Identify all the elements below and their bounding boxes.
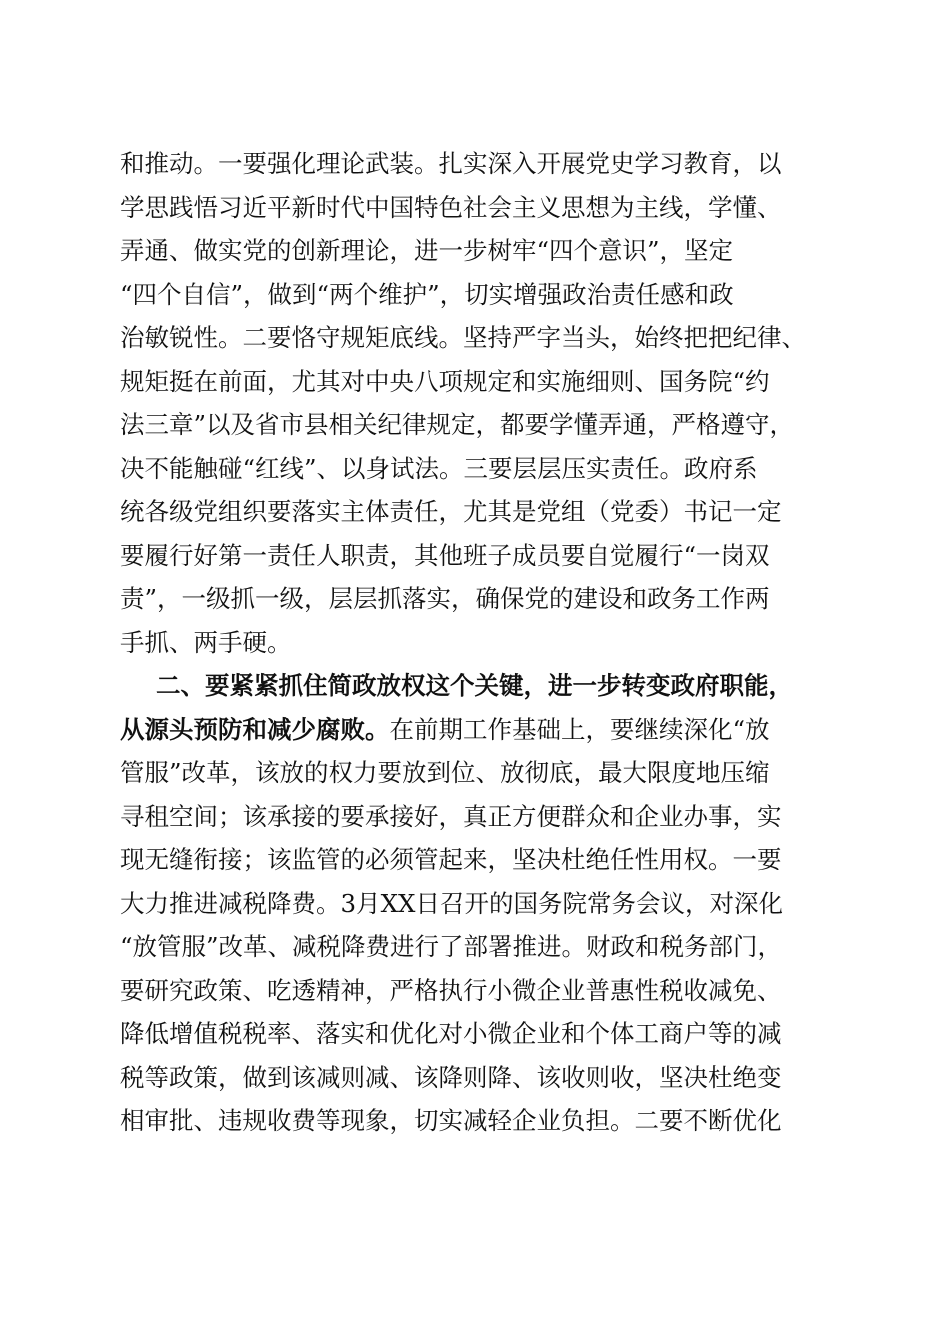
- section-text: 在前期工作基础上，要继续深化“放: [389, 714, 770, 744]
- text-line: 要研究政策、吃透精神，严格执行小微企业普惠性税收减免、: [120, 975, 782, 1005]
- text-line: 寻租空间；该承接的要承接好，真正方便群众和企业办事，实: [120, 801, 782, 831]
- text-line: 手抓、两手硬。: [120, 627, 292, 657]
- document-body: [120, 142, 840, 1143]
- text-line: 弄通、做实党的创新理论，进一步树牢“四个意识”，坚定: [120, 236, 734, 265]
- section-heading-line: [120, 664, 840, 708]
- text-line: 决不能触碰“红线”、以身试法。三要层层压实责任。政府系: [120, 453, 758, 483]
- text-line: 降低增值税税率、落实和优化对小微企业和个体工商户等的减: [120, 1019, 782, 1048]
- text-line: 规矩挺在前面，尤其对中央八项规定和实施细则、国务院“约: [120, 366, 770, 396]
- text-line: 统各级党组织要落实主体责任，尤其是党组（党委）书记一定: [120, 497, 782, 526]
- text-line: 学思践悟习近平新时代中国特色社会主义思想为主线，学懂、: [120, 192, 782, 222]
- text-line: “四个自信”，做到“两个维护”，切实增强政治责任感和政: [120, 279, 734, 309]
- text-line: 管服”改革，该放的权力要放到位、放彻底，最大限度地压缩: [120, 758, 770, 787]
- text-line: 治敏锐性。二要恪守规矩底线。坚持严字当头，始终把把纪律、: [120, 323, 806, 352]
- text-line: 法三章”以及省市县相关纪律规定，都要学懂弄通，严格遵守，: [120, 410, 795, 439]
- section-heading-continued: 从源头预防和减少腐败。: [120, 714, 390, 744]
- text-line: 相审批、违规收费等现象，切实减轻企业负担。二要不断优化: [120, 1106, 782, 1135]
- text-line: “放管服”改革、减税降费进行了部署推进。财政和税务部门，: [120, 932, 783, 961]
- text-line: 现无缝衔接；该监管的必须管起来，坚决杜绝任性用权。一要: [120, 845, 782, 874]
- section-heading: 二、要紧紧抓住简政放权这个关键，进一步转变政府职能，: [156, 671, 793, 700]
- text-line: 税等政策，做到该减则减、该降则降、该收则收，坚决杜绝变: [120, 1062, 782, 1092]
- text-line: 和推动。一要强化理论武装。扎实深入开展党史学习教育，以: [120, 149, 782, 178]
- paragraph-party-building: [120, 142, 840, 664]
- text-line: 要履行好第一责任人职责，其他班子成员要自觉履行“一岗双: [120, 540, 770, 570]
- text-line: 责”，一级抓一级，层层抓落实，确保党的建设和政务工作两: [120, 584, 770, 613]
- text-line: 大力推进减税降费。3月XX日召开的国务院常务会议，对深化: [120, 888, 783, 918]
- paragraph-streamline-administration: [120, 664, 840, 1143]
- text-line: [120, 708, 840, 752]
